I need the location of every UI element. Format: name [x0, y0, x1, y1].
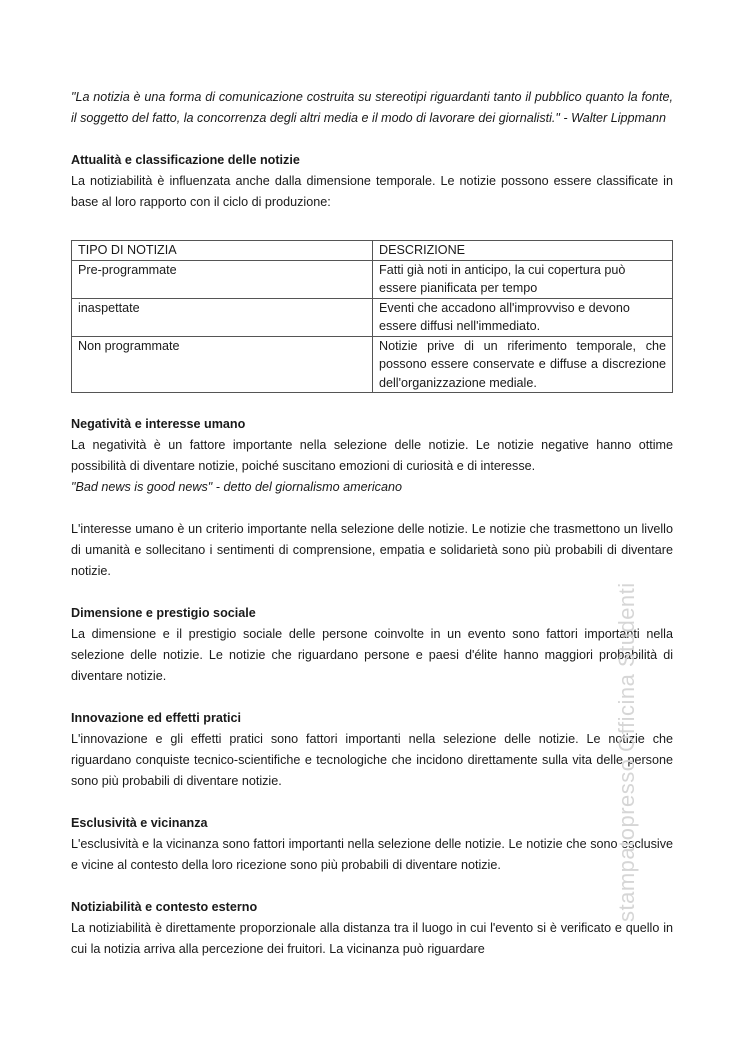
- section-title-attualita: Attualità e classificazione delle notizie: [71, 153, 300, 167]
- section-title-negativita: Negatività e interesse umano: [71, 417, 246, 431]
- news-type-table: [71, 240, 673, 393]
- section-text-interesse-umano: L'interesse umano è un criterio importante nella selezione delle notizie. Le notizie che trasmettono un livello di umanità e sollecitano i sentimenti di comprensione, empatia e solidarietà sono più probabili di diventare notizie.: [71, 522, 673, 578]
- table-row: [72, 298, 673, 336]
- table-cell: Non programmate: [72, 336, 373, 393]
- print-watermark: stampatopresso Officina Studenti: [614, 582, 639, 922]
- section-title-innovazione: Innovazione ed effetti pratici: [71, 711, 242, 725]
- document-page: [71, 87, 673, 960]
- section-text-dimensione: La dimensione e il prestigio sociale delle persone coinvolte in un evento sono fattori importanti nella selezione delle notizie. Le notizie che riguardano persone e paesi d'élite hanno maggiori probabilità di diventare notizie.: [71, 627, 673, 683]
- section-title-contesto-esterno: Notiziabilità e contesto esterno: [71, 900, 258, 914]
- section-title-esclusivita: Esclusività e vicinanza: [71, 816, 208, 830]
- section-text-negativita: La negatività è un fattore importante nella selezione delle notizie. Le notizie negative hanno ottime possibilità di diventare notizie, poiché suscitano emozioni di curiosità e di interesse.: [71, 438, 673, 473]
- table-row: [72, 336, 673, 393]
- section-text-esclusivita: L'esclusività e la vicinanza sono fattori importanti nella selezione delle notizie. Le notizie che sono esclusive e vicine al contesto della loro ricezione sono più probabili di diventare notizie.: [71, 837, 673, 872]
- table-header-row: [72, 241, 673, 261]
- table-cell: inaspettate: [72, 298, 373, 336]
- table-header-cell: DESCRIZIONE: [373, 241, 673, 261]
- table-cell: Notizie prive di un riferimento temporale, che possono essere conservate e diffuse a discrezione dell'organizzazione mediale.: [373, 336, 673, 393]
- section-text-innovazione: L'innovazione e gli effetti pratici sono fattori importanti nella selezione delle notizie. Le notizie che riguardano conquiste tecnico-scientifiche e tecnologiche che incidono direttamente sulla vita delle persone sono più probabili di diventare notizie.: [71, 732, 673, 788]
- table-header-cell: TIPO DI NOTIZIA: [72, 241, 373, 261]
- lippmann-quote: "La notizia è una forma di comunicazione costruita su stereotipi riguardanti tanto il pubblico quanto la fonte, il soggetto del fatto, la concorrenza degli altri media e il modo di lavorare dei giornalisti." - Walter Lippmann: [71, 90, 673, 125]
- table-row: [72, 260, 673, 298]
- section-text-attualita: La notiziabilità è influenzata anche dalla dimensione temporale. Le notizie possono essere classificate in base al loro rapporto con il ciclo di produzione:: [71, 174, 673, 209]
- table-cell: Fatti già noti in anticipo, la cui copertura può essere pianificata per tempo: [373, 260, 673, 298]
- table-cell: Eventi che accadono all'improvviso e devono essere diffusi nell'immediato.: [373, 298, 673, 336]
- section-title-dimensione: Dimensione e prestigio sociale: [71, 606, 256, 620]
- bad-news-quote: "Bad news is good news" - detto del giornalismo americano: [71, 480, 402, 494]
- section-text-contesto-esterno: La notiziabilità è direttamente proporzionale alla distanza tra il luogo in cui l'evento si è verificato e quello in cui la notizia arriva alla percezione dei fruitori. La vicinanza può riguardare: [71, 921, 673, 956]
- table-cell: Pre-programmate: [72, 260, 373, 298]
